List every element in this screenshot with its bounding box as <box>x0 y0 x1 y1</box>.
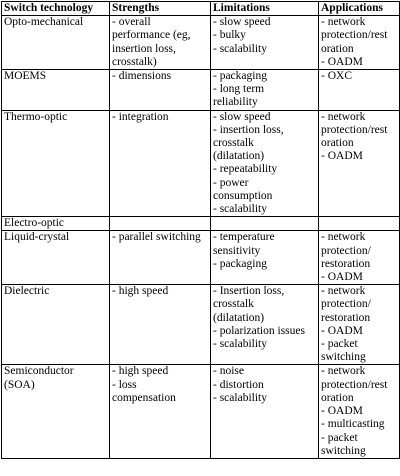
table-row <box>2 70 400 111</box>
tech-line: Liquid-crystal <box>4 231 70 244</box>
applications-cell <box>319 365 400 458</box>
applications-line: - network <box>321 110 366 123</box>
table-body <box>2 16 400 459</box>
table-row <box>2 285 400 365</box>
tech-cell <box>2 16 110 70</box>
limitations-cell <box>211 217 319 231</box>
limitations-cell <box>211 110 319 217</box>
limitations-line: - insertion loss, <box>213 123 284 136</box>
applications-line: - network <box>321 16 366 29</box>
applications-cell <box>319 16 400 70</box>
tech-line: Opto-mechanical <box>4 16 84 29</box>
strengths-line: - overall <box>112 16 151 29</box>
limitations-line: (dilatation) <box>213 311 265 324</box>
applications-cell <box>319 285 400 365</box>
applications-line: - network <box>321 285 366 298</box>
tech-line: Thermo-optic <box>4 110 68 123</box>
table-row <box>2 16 400 70</box>
tech-cell <box>2 217 110 231</box>
limitations-line: - distortion <box>213 378 264 391</box>
limitations-line: - scalability <box>213 338 267 351</box>
strengths-line: - high speed <box>112 365 169 378</box>
limitations-line: - packaging <box>213 70 267 83</box>
table-row <box>2 231 400 285</box>
applications-line: - packet <box>321 338 358 351</box>
strengths-cell <box>110 365 211 458</box>
tech-line: MOEMS <box>4 70 47 83</box>
strengths-line: insertion loss, <box>112 42 176 55</box>
limitations-cell <box>211 70 319 111</box>
limitations-line: (dilatation) <box>213 150 265 163</box>
applications-line: protection/rest <box>321 29 388 42</box>
limitations-cell <box>211 285 319 365</box>
header-switch-technology: Switch technology <box>2 2 110 16</box>
strengths-line: performance (eg, <box>112 29 191 42</box>
applications-line: oration <box>321 42 354 55</box>
applications-cell <box>319 70 400 111</box>
strengths-line: - dimensions <box>112 70 172 83</box>
switch-technology-table <box>1 1 400 459</box>
limitations-line: - scalability <box>213 391 267 404</box>
limitations-line: sensitivity <box>213 244 261 257</box>
applications-line: protection/ <box>321 298 371 311</box>
tech-cell <box>2 365 110 458</box>
applications-line: switching <box>321 444 366 457</box>
tech-line: Dielectric <box>4 285 50 298</box>
limitations-line: - noise <box>213 365 244 378</box>
limitations-line: - scalability <box>213 42 267 55</box>
strengths-line: - integration <box>112 110 169 123</box>
strengths-line: compensation <box>112 391 176 404</box>
limitations-line: - packaging <box>213 257 267 270</box>
applications-line: oration <box>321 391 354 404</box>
tech-line: Electro-optic <box>4 217 65 230</box>
applications-cell <box>319 217 400 231</box>
applications-cell <box>319 231 400 285</box>
header-strengths: Strengths <box>110 2 211 16</box>
applications-line: - OADM <box>321 324 363 337</box>
limitations-line: - slow speed <box>213 16 271 29</box>
strengths-cell <box>110 217 211 231</box>
limitations-line: - power <box>213 176 249 189</box>
limitations-cell <box>211 16 319 70</box>
limitations-line: - temperature <box>213 231 275 244</box>
limitations-line: - scalability <box>213 203 267 216</box>
applications-line: switching <box>321 351 366 364</box>
table-row <box>2 365 400 458</box>
applications-line: oration <box>321 137 354 150</box>
limitations-cell <box>211 231 319 285</box>
strengths-cell <box>110 285 211 365</box>
strengths-cell <box>110 70 211 111</box>
applications-line: - OADM <box>321 405 363 418</box>
limitations-line: - polarization issues <box>213 324 305 337</box>
limitations-line: - repeatability <box>213 163 278 176</box>
applications-line: protection/ <box>321 244 371 257</box>
applications-line: - OADM <box>321 55 363 68</box>
tech-line: Semiconductor <box>4 365 74 378</box>
header-limitations: Limitations <box>211 2 319 16</box>
applications-line: restoration <box>321 257 371 270</box>
applications-line: restoration <box>321 311 371 324</box>
tech-cell <box>2 231 110 285</box>
limitations-line: - Insertion loss, <box>213 285 285 298</box>
tech-line: (SOA) <box>4 378 35 391</box>
strengths-line: - parallel switching <box>112 231 201 244</box>
tech-cell <box>2 70 110 111</box>
limitations-cell <box>211 365 319 458</box>
tech-cell <box>2 285 110 365</box>
header-row <box>2 2 400 16</box>
strengths-cell <box>110 16 211 70</box>
table-row <box>2 217 400 231</box>
limitations-line: - slow speed <box>213 110 271 123</box>
header-applications: Applications <box>319 2 400 16</box>
strengths-line: crosstalk) <box>112 55 157 68</box>
strengths-cell <box>110 231 211 285</box>
applications-line: - OADM <box>321 271 363 284</box>
strengths-line: - high speed <box>112 285 169 298</box>
limitations-line: consumption <box>213 189 273 202</box>
applications-line: - network <box>321 365 366 378</box>
limitations-line: reliability <box>213 96 258 109</box>
limitations-line: crosstalk <box>213 298 254 311</box>
applications-cell <box>319 110 400 217</box>
limitations-line: crosstalk <box>213 137 254 150</box>
limitations-line: - bulky <box>213 29 246 42</box>
applications-line: - network <box>321 231 366 244</box>
applications-line: - OADM <box>321 150 363 163</box>
limitations-line: - long term <box>213 83 265 96</box>
applications-line: - packet <box>321 431 358 444</box>
strengths-cell <box>110 110 211 217</box>
table-row <box>2 110 400 217</box>
applications-line: protection/rest <box>321 123 388 136</box>
applications-line: - OXC <box>321 70 352 83</box>
applications-line: protection/rest <box>321 378 388 391</box>
strengths-line: - loss <box>112 378 137 391</box>
tech-cell <box>2 110 110 217</box>
applications-line: - multicasting <box>321 418 385 431</box>
